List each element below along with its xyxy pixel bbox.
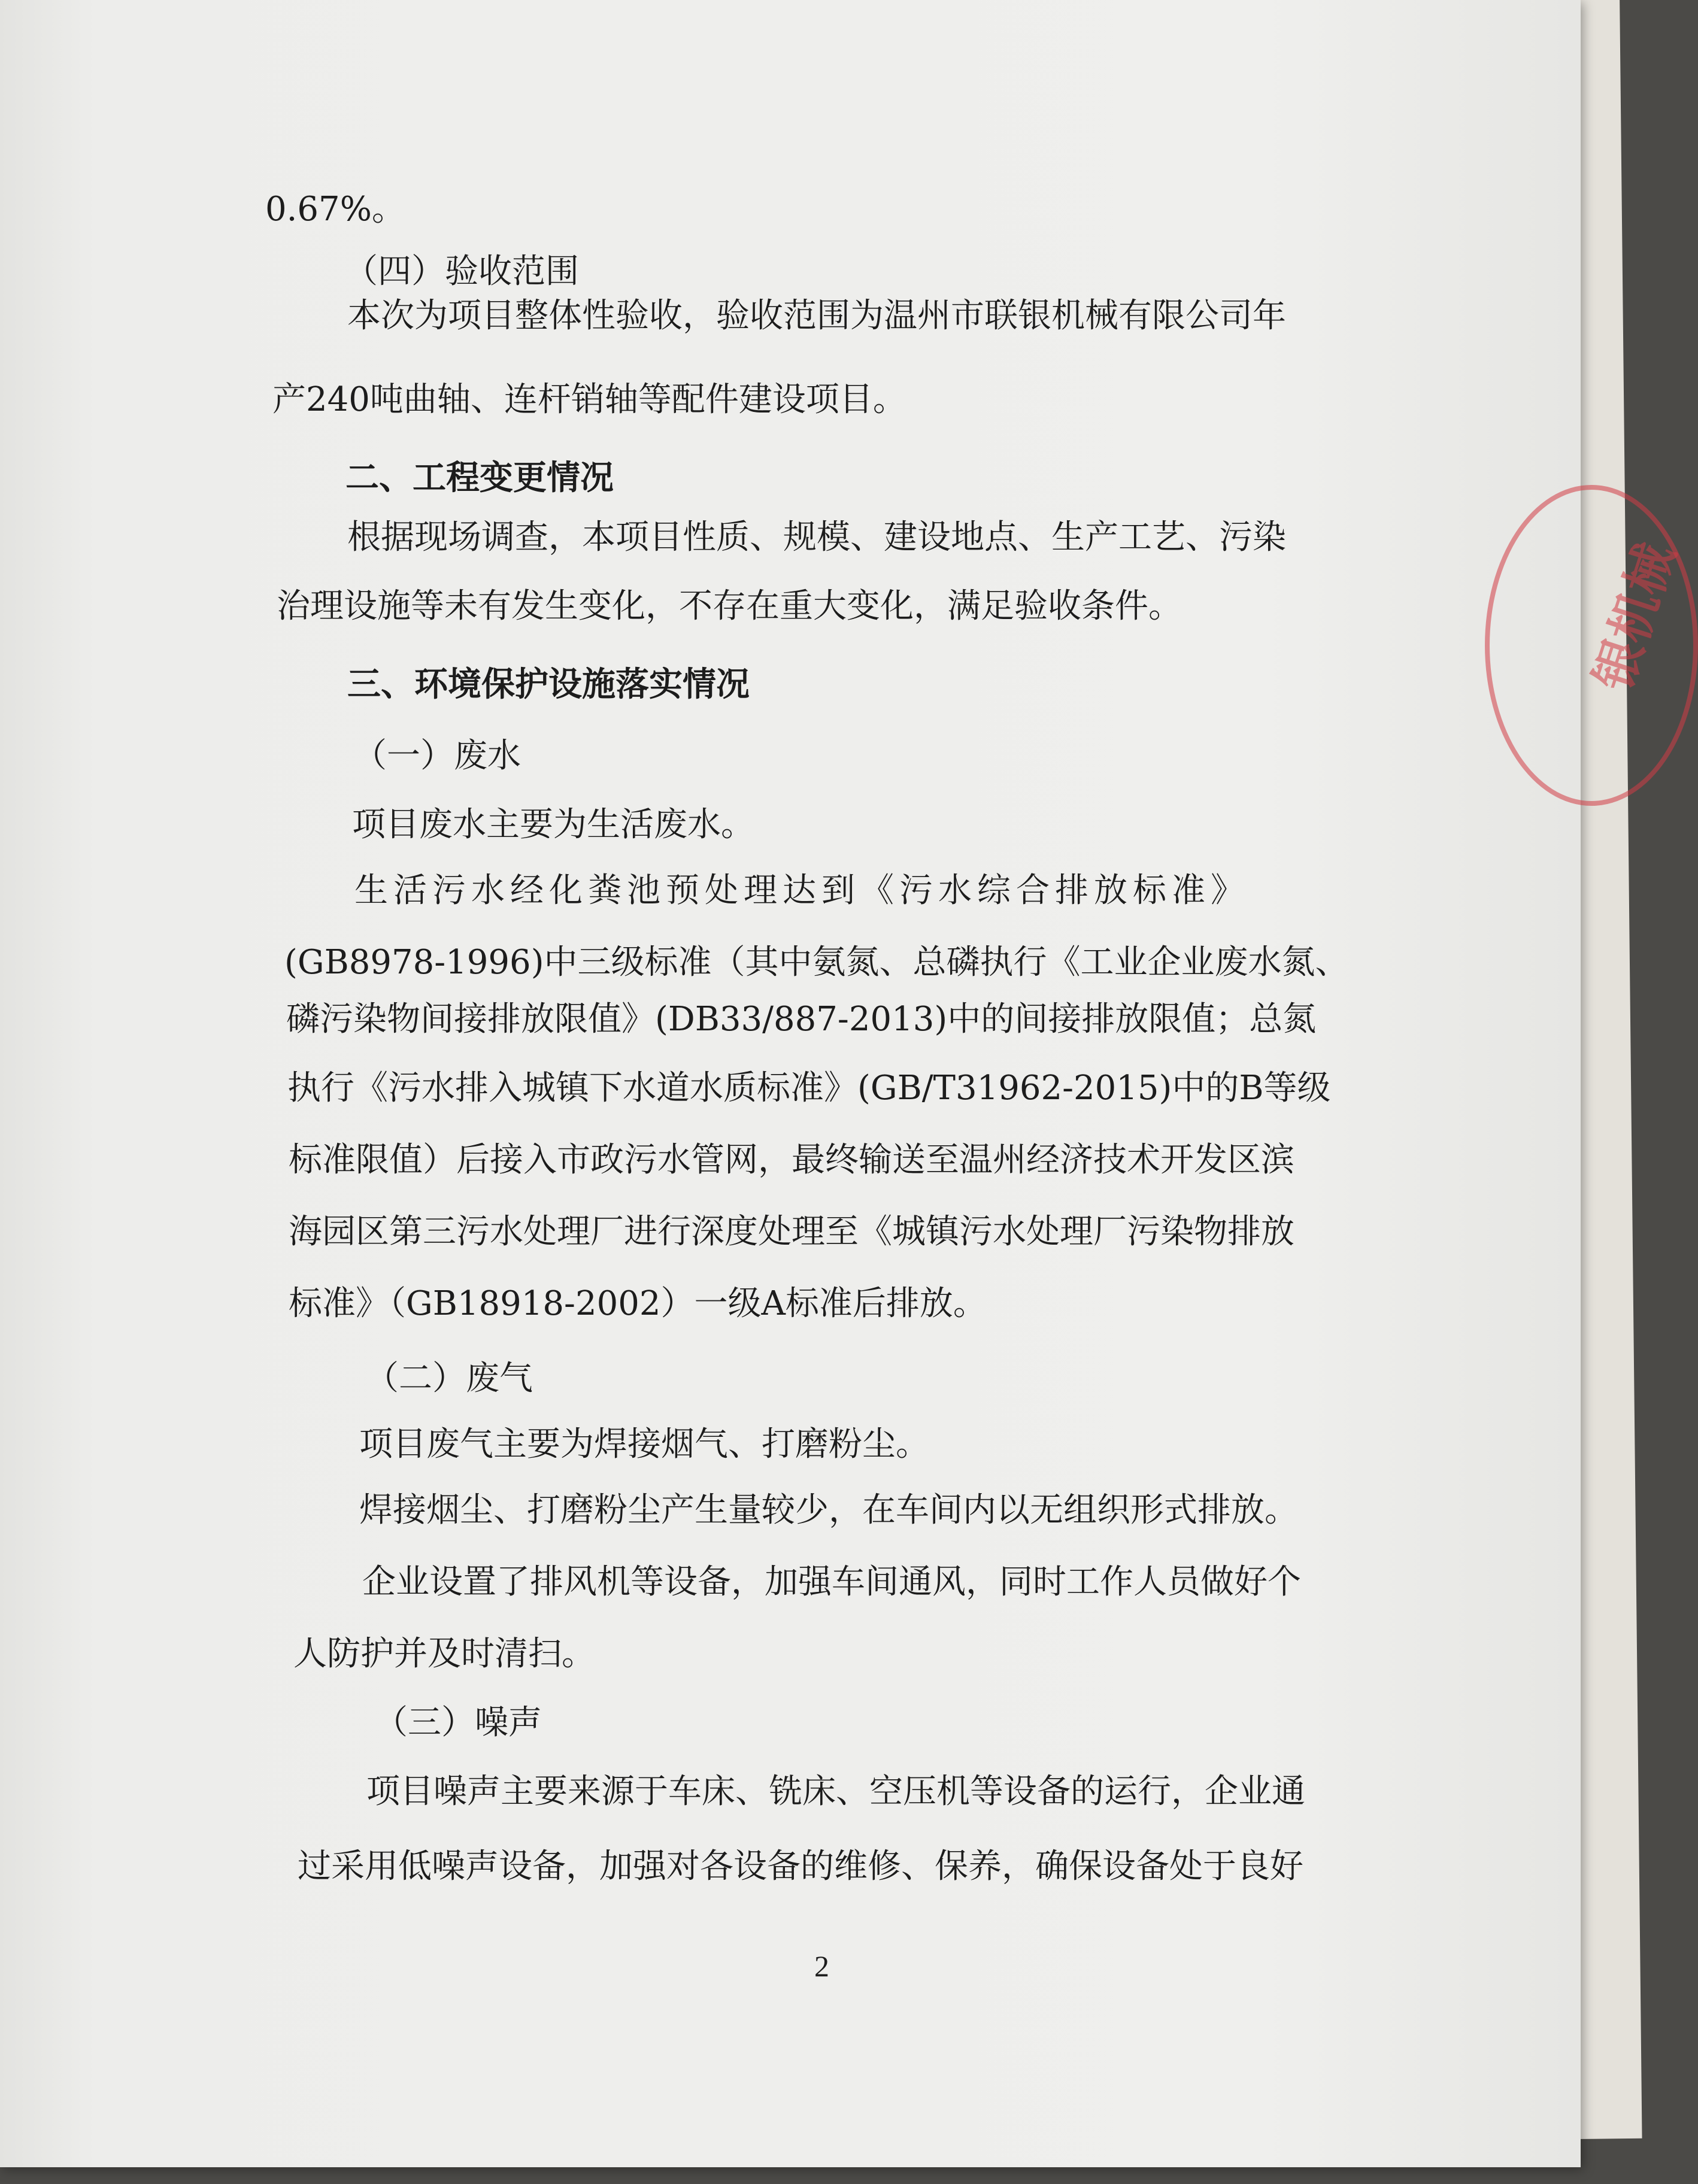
text-line-3: 本次为项目整体性验收，验收范围为温州市联银机械有限公司年 (347, 296, 1286, 335)
text-line-25: 过采用低噪声设备，加强对各设备的维修、保养，确保设备处于良好 (298, 1847, 1303, 1886)
heading-environmental-facilities: 三、环境保护设施落实情况 (347, 665, 750, 704)
text-line-19: 项目废气主要为焊接烟气、打磨粉尘。 (359, 1425, 929, 1464)
text-line-10: 项目废水主要为生活废水。 (352, 805, 754, 844)
section-heading-scope: （四）验收范围 (344, 252, 579, 291)
text-line-15: 标准限值）后接入市政污水管网，最终输送至温州经济技术开发区滨 (289, 1140, 1294, 1179)
text-line-6: 根据现场调查，本项目性质、规模、建设地点、生产工艺、污染 (347, 518, 1286, 557)
page-number: 2 (814, 1949, 829, 1983)
text-line-4: 产240吨曲轴、连杆销轴等配件建设项目。 (272, 380, 906, 419)
text-line-11: 生活污水经化粪池预处理达到《污水综合排放标准》 (354, 871, 1250, 910)
text-line-13: 磷污染物间接排放限值》(DB33/887-2013)中的间接排放限值；总氮 (286, 1000, 1317, 1039)
section-heading-exhaust-gas: （二）废气 (365, 1359, 533, 1398)
text-line-16: 海园区第三污水处理厂进行深度处理至《城镇污水处理厂污染物排放 (289, 1212, 1294, 1251)
text-line-17: 标准》（GB18918-2002）一级A标准后排放。 (289, 1284, 987, 1323)
text-line-24: 项目噪声主要来源于车床、铣床、空压机等设备的运行，企业通 (366, 1772, 1305, 1811)
section-heading-noise: （三）噪声 (374, 1703, 542, 1742)
section-heading-wastewater: （一）废水 (353, 736, 521, 775)
text-line-1: 0.67%。 (265, 190, 405, 229)
company-seal (1485, 485, 1698, 806)
heading-engineering-changes: 二、工程变更情况 (345, 458, 614, 498)
text-line-7: 治理设施等未有发生变化，不存在重大变化，满足验收条件。 (277, 587, 1182, 626)
text-line-22: 人防护并及时清扫。 (293, 1634, 595, 1673)
text-line-12: (GB8978-1996)中三级标准（其中氨氮、总磷执行《工业企业废水氮、 (284, 943, 1349, 982)
text-line-20: 焊接烟尘、打磨粉尘产生量较少，在车间内以无组织形式排放。 (359, 1491, 1298, 1530)
seal-text: 银机械 (1582, 536, 1686, 698)
text-line-14: 执行《污水排入城镇下水道水质标准》(GB/T31962-2015)中的B等级 (287, 1069, 1331, 1108)
text-line-21: 企业设置了排风机等设备，加强车间通风，同时工作人员做好个 (362, 1563, 1301, 1601)
